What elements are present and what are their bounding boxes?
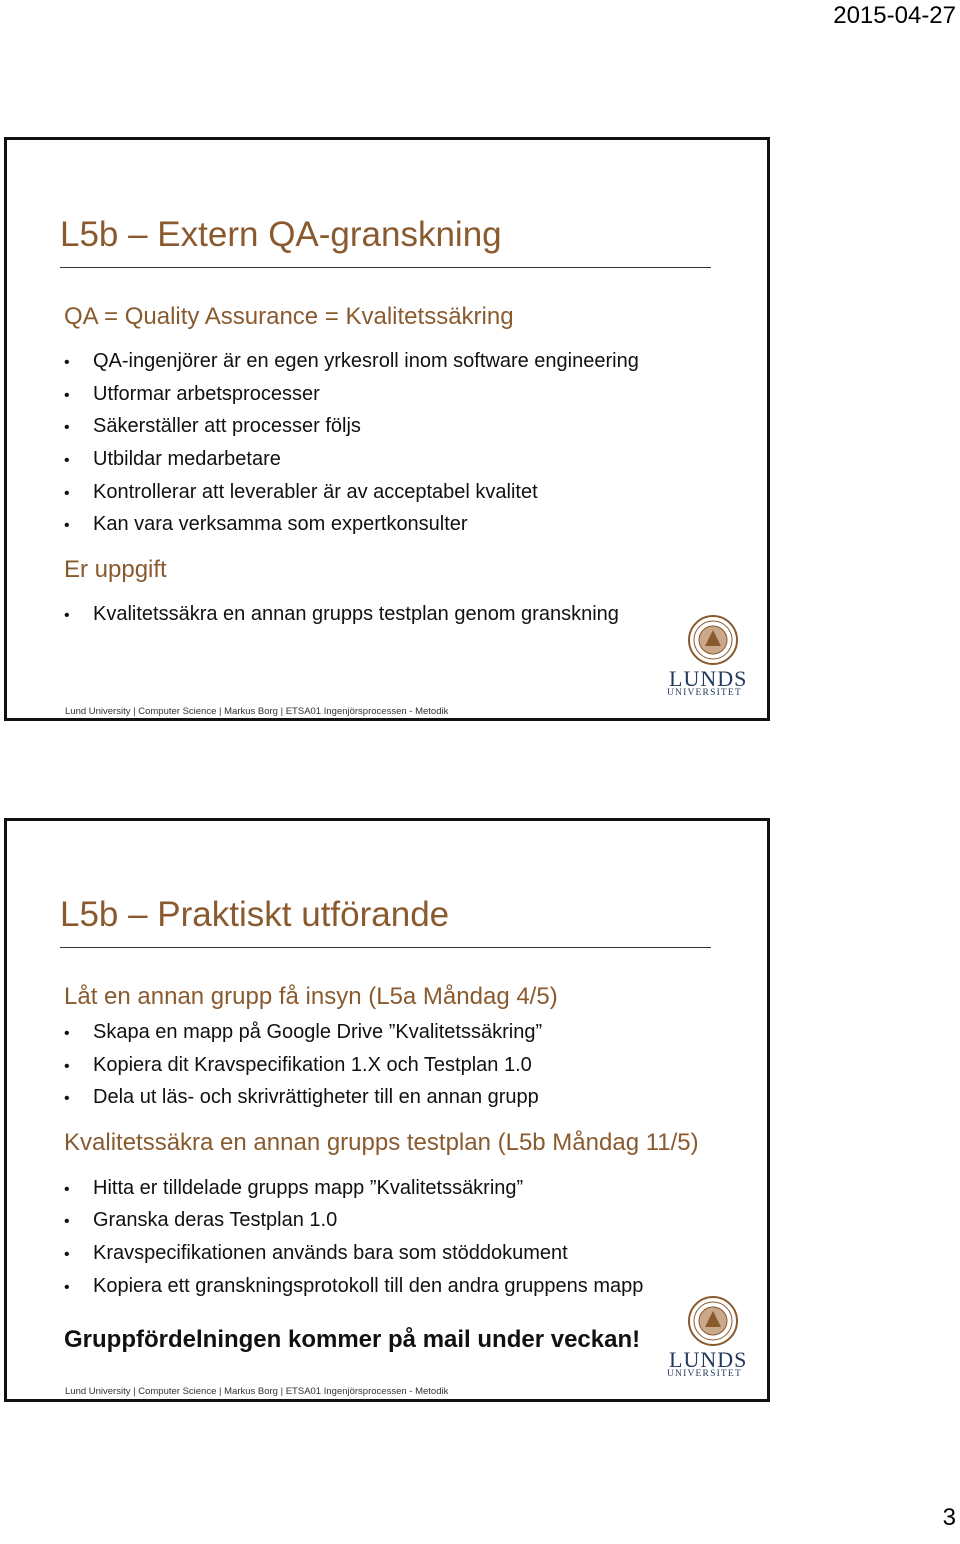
logo-subtitle: UNIVERSITET: [667, 688, 742, 698]
university-seal-icon: [663, 1293, 743, 1351]
slide-footer: Lund University | Computer Science | Markus Borg | ETSA01 Ingenjörsprocessen - Metodik: [65, 1386, 449, 1397]
bullet-icon: •: [64, 1279, 70, 1296]
section-heading: QA = Quality Assurance = Kvalitetssäkring: [64, 303, 514, 330]
university-logo: [663, 1293, 748, 1383]
list-item: • Kvalitetssäkra en annan grupps testplan genom granskning: [64, 603, 619, 625]
slide-footer: Lund University | Computer Science | Markus Borg | ETSA01 Ingenjörsprocessen - Metodik: [65, 706, 449, 717]
bullet-icon: •: [64, 387, 70, 404]
bullet-icon: •: [64, 1025, 70, 1042]
list-item: • Hitta er tilldelade grupps mapp ”Kvalitetssäkring”: [64, 1177, 524, 1199]
list-item: • Dela ut läs- och skrivrättigheter till en annan grupp: [64, 1086, 539, 1108]
list-item: • Kontrollerar att leverabler är av acceptabel kvalitet: [64, 481, 538, 503]
list-item: • Kopiera ett granskningsprotokoll till den andra gruppens mapp: [64, 1275, 644, 1297]
slide-2: [4, 818, 770, 1402]
page-date: 2015-04-27: [833, 2, 956, 29]
university-logo: [663, 612, 748, 702]
list-item: • QA-ingenjörer är en egen yrkesroll inom software engineering: [64, 350, 639, 372]
slide-title: L5b – Praktiskt utförande: [60, 895, 450, 934]
logo-name: LUNDS: [669, 666, 748, 691]
list-item: • Kopiera dit Kravspecifikation 1.X och Testplan 1.0: [64, 1054, 532, 1076]
bullet-icon: •: [64, 1213, 70, 1230]
list-item: • Kravspecifikationen används bara som stöddokument: [64, 1242, 568, 1264]
section-heading: Kvalitetssäkra en annan grupps testplan (L5b Måndag 11/5): [64, 1129, 699, 1156]
section-heading: Er uppgift: [64, 556, 167, 583]
section-heading: Låt en annan grupp få insyn (L5a Måndag 4/5): [64, 983, 558, 1010]
bullet-icon: •: [64, 452, 70, 469]
bullet-icon: •: [64, 1181, 70, 1198]
announcement-text: Gruppfördelningen kommer på mail under veckan!: [64, 1326, 641, 1353]
slide-1: [4, 137, 770, 721]
bullet-icon: •: [64, 354, 70, 371]
title-divider: [60, 267, 711, 268]
title-divider: [60, 947, 711, 948]
list-item: • Utformar arbetsprocesser: [64, 383, 320, 405]
bullet-icon: •: [64, 1058, 70, 1075]
list-item: • Granska deras Testplan 1.0: [64, 1209, 338, 1231]
university-seal-icon: [663, 612, 743, 670]
bullet-icon: •: [64, 1246, 70, 1263]
list-item: • Säkerställer att processer följs: [64, 415, 361, 437]
bullet-icon: •: [64, 1090, 70, 1107]
list-item: • Kan vara verksamma som expertkonsulter: [64, 513, 468, 535]
bullet-icon: •: [64, 419, 70, 436]
list-item: • Utbildar medarbetare: [64, 448, 281, 470]
bullet-icon: •: [64, 517, 70, 534]
page-number: 3: [942, 1504, 956, 1531]
list-item: • Skapa en mapp på Google Drive ”Kvalitetssäkring”: [64, 1021, 543, 1043]
bullet-icon: •: [64, 485, 70, 502]
slide-title: L5b – Extern QA-granskning: [60, 215, 502, 254]
bullet-icon: •: [64, 607, 70, 624]
logo-subtitle: UNIVERSITET: [667, 1369, 742, 1379]
logo-name: LUNDS: [669, 1347, 748, 1372]
